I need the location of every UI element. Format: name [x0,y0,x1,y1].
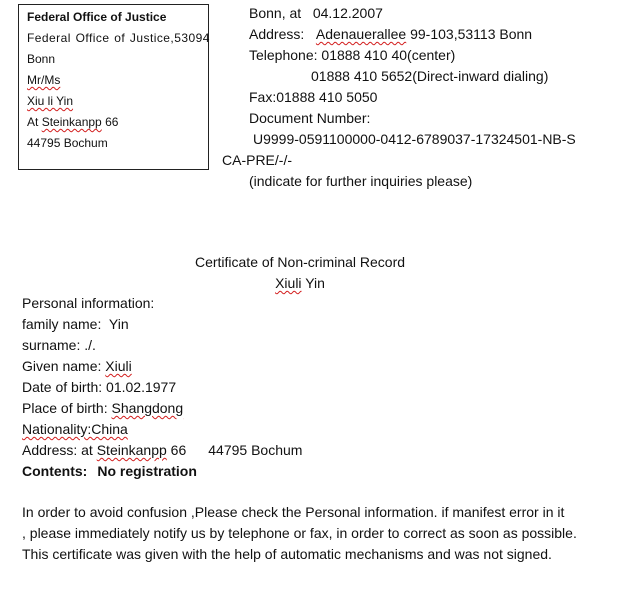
notice-line-1: In order to avoid confusion ,Please check the Personal information. if manifest error in it [22,504,565,520]
family-name-row [22,314,302,335]
pob-label: Place of birth: [22,400,108,416]
office-address-rest: 99-103,53113 Bonn [410,26,533,42]
holder-given-name: Xiuli [275,275,302,291]
street-name: Steinkanpp [41,115,102,129]
dob-value: 01.02.1977 [106,379,177,395]
notice-paragraph [22,502,577,565]
inquiry-note: (indicate for further inquiries please) [249,173,473,189]
address-city: 44795 Bochum [208,442,303,458]
address-row [22,440,302,461]
given-name-label: Given name: [22,358,102,374]
dob-row [22,377,302,398]
surname-value: ./. [84,337,96,353]
recipient-street [27,114,208,135]
fax-line: Fax:01888 410 5050 [249,89,378,105]
document-number-line2: CA-PRE/-/- [222,152,292,168]
certificate-title-block [0,252,600,294]
telephone-direct: 01888 410 5652(Direct-inward dialing) [311,68,549,84]
recipient-salutation [27,72,208,93]
pob-value: Shangdong [111,400,184,416]
date-label: Bonn, at [249,5,302,21]
house-number: 66 [105,115,119,129]
date-line [222,3,576,24]
address-label: Address: at [22,442,93,458]
given-name-row [22,356,302,377]
contents-value: No registration [97,463,197,479]
recipient-postal-city: 44795 Bochum [27,136,108,150]
salutation-text: Mr/Ms [27,73,61,87]
recipient-name-text: Xiu li Yin [27,94,74,108]
certificate-holder [0,273,600,294]
address-number: 66 [170,442,187,458]
sender-office-name: Federal Office of Justice [27,10,167,24]
office-address-label: Address: [249,26,305,42]
date-value: 04.12.2007 [312,5,383,21]
telephone-center: 01888 410 40(center) [321,47,456,63]
family-name-label: family name: [22,316,102,332]
notice-line-2: , please immediately notify us by telephone or fax, in order to correct as soon as possible. [22,525,577,541]
document-number-label: Document Number: [249,110,371,126]
surname-label: surname: [22,337,81,353]
nationality-text: Nationality:China [22,421,128,437]
personal-information-section [22,293,302,482]
certificate-title: Certificate of Non-criminal Record [194,254,406,270]
surname-row [22,335,302,356]
address-street: Steinkanpp [96,442,167,458]
personal-heading: Personal information: [22,295,155,311]
pob-row [22,398,302,419]
office-address-street: Adenauerallee [315,26,407,42]
family-name-value: Yin [108,316,129,332]
dob-label: Date of birth: [22,379,103,395]
street-prefix: At [27,115,39,129]
given-name-value: Xiuli [105,358,132,374]
sender-city: Bonn [27,52,56,66]
address-window-box [18,4,209,170]
holder-family-name: Yin [305,275,325,291]
notice-line-3: This certificate was given with the help of automatic mechanisms and was not signed. [22,546,552,562]
header-info-block [222,3,576,192]
telephone-label: Telephone: [249,47,318,63]
document-number-line1: U9999-0591100000-0412-6789037-17324501-NB-S [253,131,576,147]
nationality-row [22,419,302,440]
telephone-line [222,45,576,66]
recipient-name [27,93,208,114]
office-address-line [222,24,576,45]
contents-row [22,461,302,482]
sender-address-line: Federal Office of Justice,53094 [27,31,210,45]
contents-label: Contents: [22,463,88,479]
